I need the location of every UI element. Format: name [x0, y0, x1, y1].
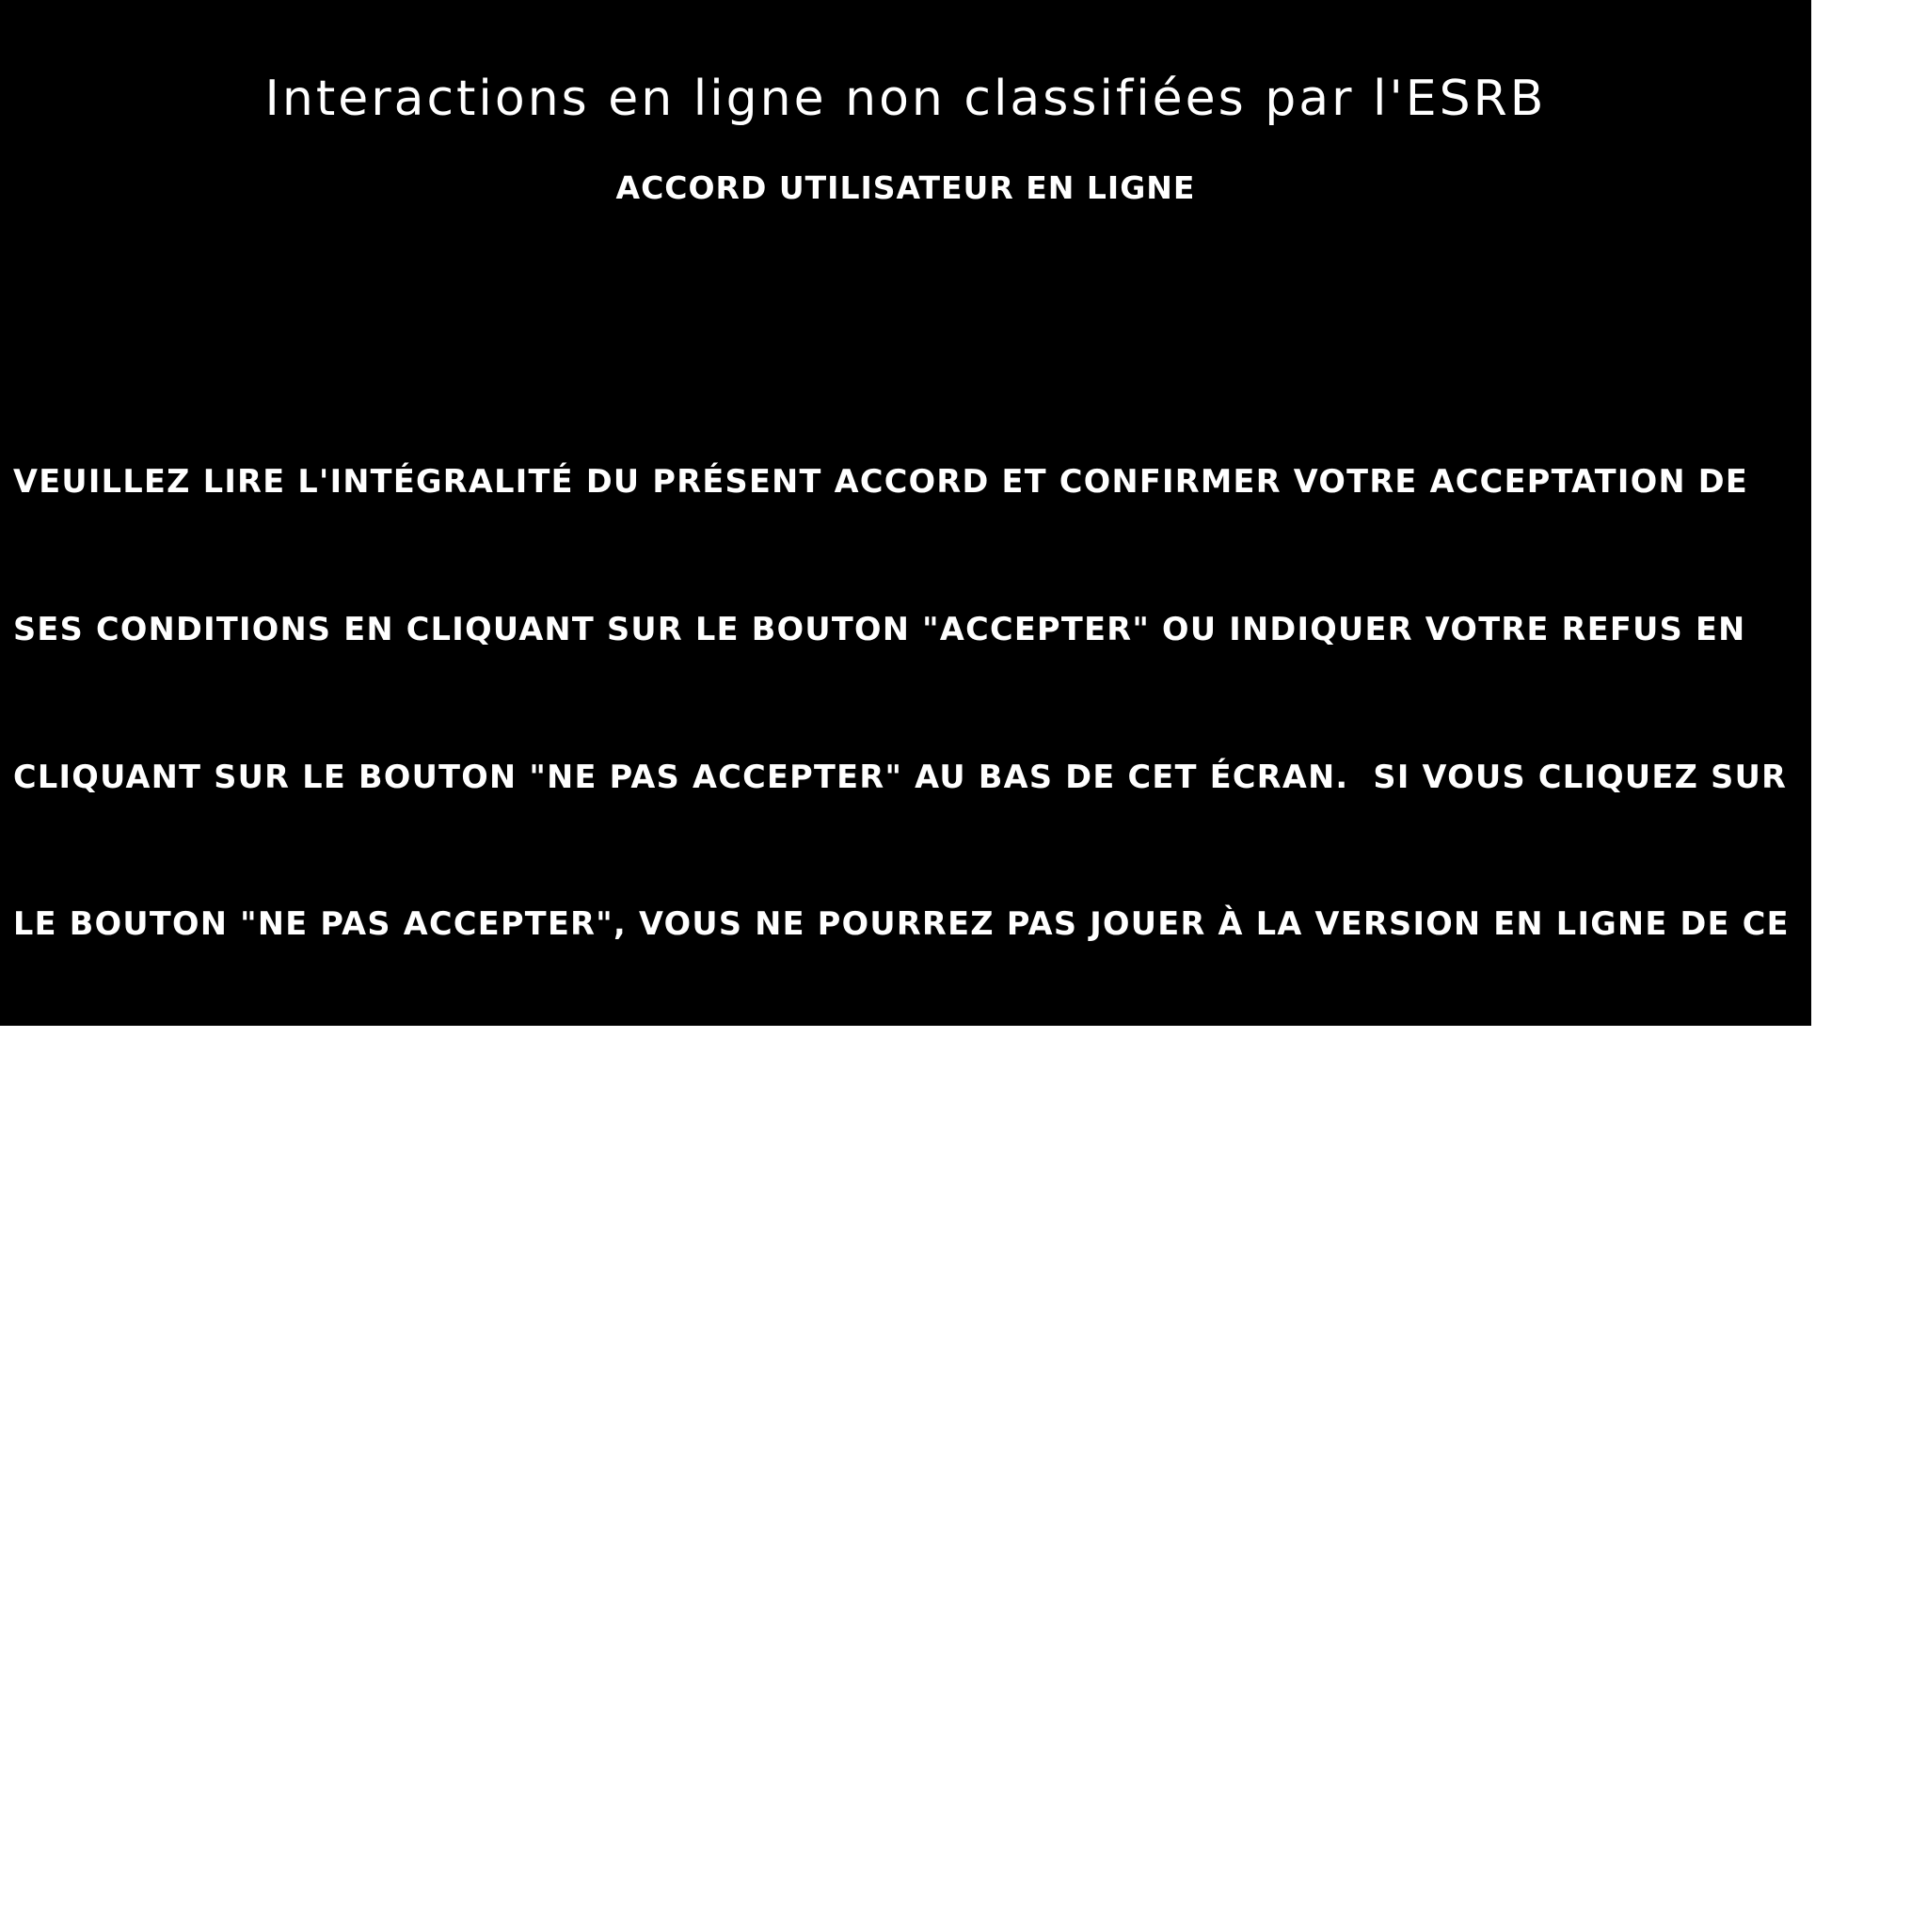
screen-subtitle: ACCORD UTILISATEUR EN LIGNE	[615, 169, 1196, 206]
agreement-line: CLIQUANT SUR LE BOUTON "NE PAS ACCEPTER" AU BAS DE CET ÉCRAN. SI VOUS CLIQUEZ SUR	[13, 758, 1788, 795]
agreement-line: EMBALLAGE DE CE JEU, OBTENEZ DE LA PART DU SERVICE AUX CONSOMMATEURS DE SONY	[13, 1348, 1718, 1385]
agreement-line: SES CONDITIONS EN CLIQUANT SUR LE BOUTON "ACCEPTER" OU INDIQUER VOTRE REFUS EN	[13, 611, 1746, 648]
screen-title: Interactions en ligne non classifiées par l'ESRB	[264, 71, 1547, 127]
agreement-body	[13, 359, 1801, 1932]
agreement-line: VEUILLEZ VOUS MUNIR DE VOTRE RÉCÉPISSÉ D'ACHAT AVANT L'APPEL.	[13, 1789, 1343, 1827]
agreement-line: RETOURS DE MARCHANDISE OU LES REMBOURSEMENTS EN APPELANT LE +1-800-345-7669.	[13, 1642, 1737, 1680]
agreement-line: DONC LIRE SOIGNEUSEMENT CET ACCORD AVANT VOTRE ACHAT. POUR LA VERSION SOUS	[13, 1200, 1683, 1237]
agreement-line: COMPUTER ENTERTAINMENT AMERICA LLC ("SCEA") DES INFORMATIONS CONCERNANT LES	[13, 1494, 1716, 1532]
agreement-line: VEUILLEZ LIRE L'INTÉGRALITÉ DU PRÉSENT ACCORD ET CONFIRMER VOTRE ACCEPTATION DE	[13, 463, 1749, 501]
agreement-line: JEU. AUCUN REMBOURSEMENT DE LA VERSION EN LIGNE DE CE JEU N'EST PRÉVU, VEUILLEZ	[13, 1052, 1726, 1090]
agreement-line: LE BOUTON "NE PAS ACCEPTER", VOUS NE POURREZ PAS JOUER À LA VERSION EN LIGNE DE CE	[13, 905, 1790, 943]
